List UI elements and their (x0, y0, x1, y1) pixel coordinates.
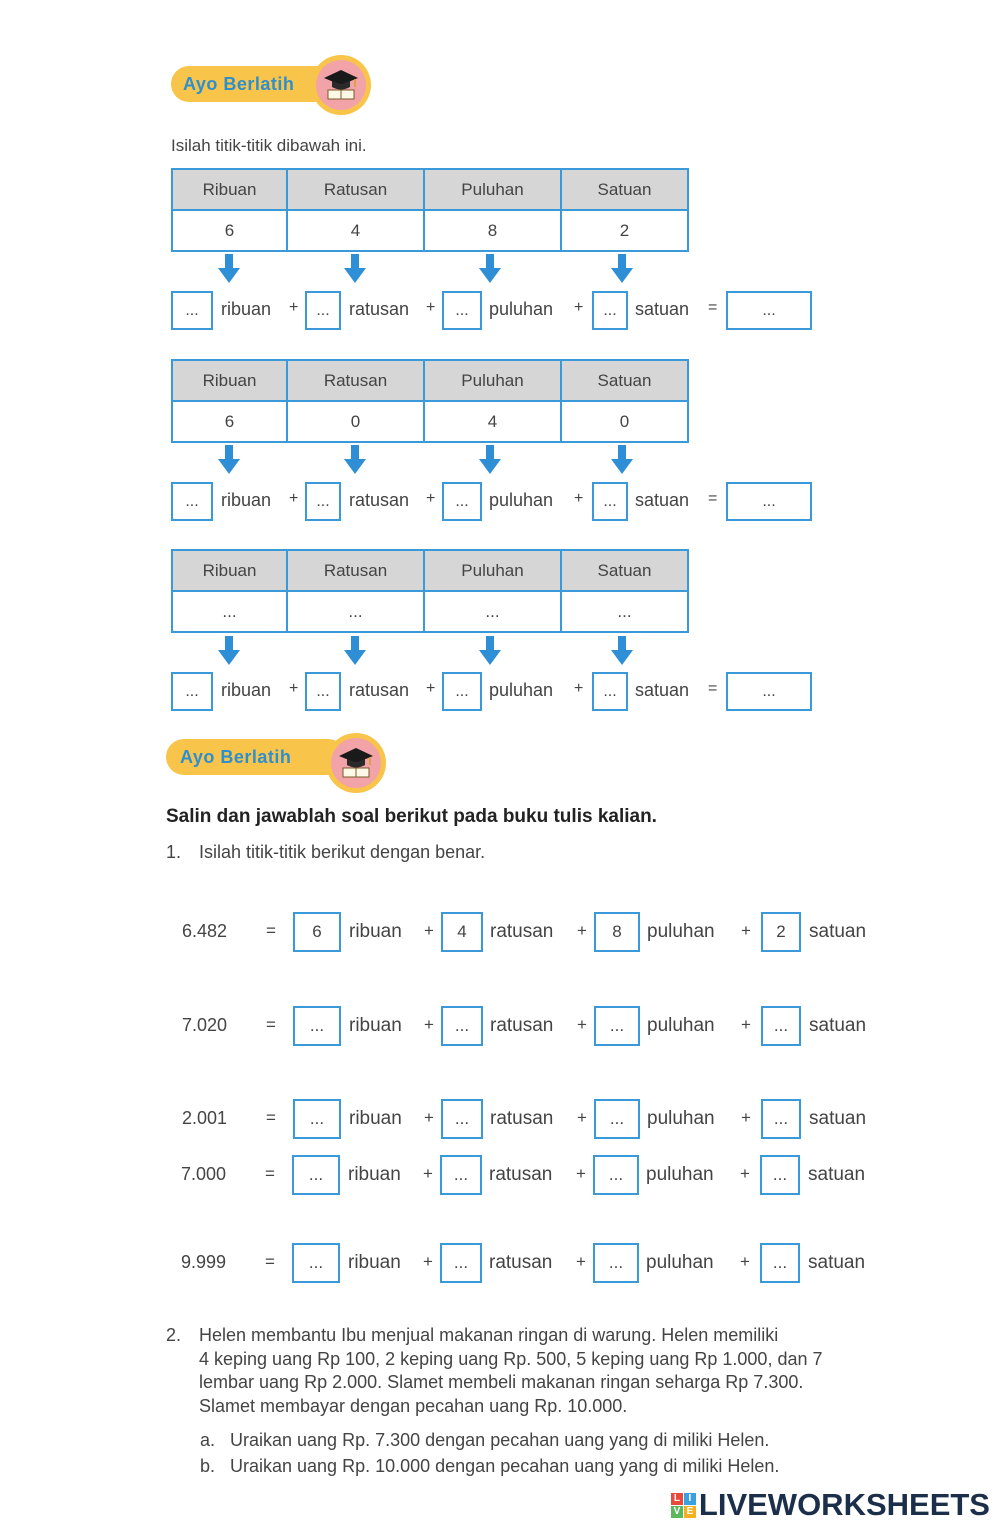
answer-input[interactable]: ... (442, 482, 482, 521)
header-satuan: Satuan (561, 360, 688, 401)
plus-sign: + (576, 1252, 586, 1271)
liveworksheets-logo (671, 1487, 990, 1523)
satuan-input[interactable]: ... (760, 1243, 800, 1283)
graduation-cap-icon (326, 733, 386, 793)
header-ribuan: Ribuan (172, 360, 287, 401)
arrow-down-icon (611, 445, 633, 475)
value-puluhan: 8 (424, 210, 561, 251)
satuan-label: satuan (809, 921, 867, 942)
equals-sign: = (708, 680, 718, 697)
value-ribuan: 6 (172, 401, 287, 442)
plus-sign: + (426, 490, 436, 507)
equals-sign: = (266, 921, 276, 940)
ribuan-label: ribuan (221, 299, 272, 319)
ribuan-input[interactable]: ... (292, 1155, 340, 1195)
ratusan-input[interactable]: ... (441, 1099, 483, 1139)
plus-sign: + (423, 1164, 433, 1183)
satuan-input[interactable]: ... (760, 1155, 800, 1195)
question-2-text (199, 1324, 919, 1418)
header-ratusan: Ratusan (287, 360, 424, 401)
answer-input[interactable]: ... (171, 672, 213, 711)
ratusan-label: ratusan (490, 1108, 554, 1129)
satuan-input[interactable]: ... (761, 1006, 801, 1046)
plus-sign: + (740, 1252, 750, 1271)
ribuan-label: ribuan (349, 1108, 402, 1129)
number-label: 7.020 (182, 1015, 228, 1035)
puluhan-input[interactable]: ... (593, 1243, 639, 1283)
answer-input[interactable]: ... (305, 672, 341, 711)
plus-sign: + (741, 1015, 751, 1034)
ribuan-input[interactable]: ... (293, 1099, 341, 1139)
puluhan-label: puluhan (646, 1164, 714, 1185)
satuan-input: 2 (761, 912, 801, 952)
question-2-line: lembar uang Rp 2.000. Slamet membeli makanan ringan seharga Rp 7.300. (199, 1372, 804, 1392)
plus-sign: + (424, 1015, 434, 1034)
plus-sign: + (423, 1252, 433, 1271)
plus-sign: + (577, 1108, 587, 1127)
answer-input[interactable]: ... (171, 482, 213, 521)
puluhan-input[interactable]: ... (594, 1006, 640, 1046)
question-2-line: Helen membantu Ibu menjual makanan ringan di warung. Helen memiliki (199, 1325, 779, 1345)
value-puluhan: 4 (424, 401, 561, 442)
number-label: 6.482 (182, 921, 228, 941)
puluhan-label: puluhan (646, 1252, 714, 1273)
value-ratusan: 0 (287, 401, 424, 442)
header-ribuan: Ribuan (172, 169, 287, 210)
badge-label: Ayo Berlatih (183, 73, 295, 94)
number-label: 7.000 (181, 1164, 227, 1184)
badge-label: Ayo Berlatih (180, 746, 292, 767)
result-input[interactable]: ... (726, 672, 812, 711)
sub-text: Uraikan uang Rp. 7.300 dengan pecahan uang yang di miliki Helen. (230, 1430, 770, 1450)
arrow-down-icon (344, 254, 366, 284)
header-ratusan: Ratusan (287, 169, 424, 210)
ratusan-input: 4 (441, 912, 483, 952)
answer-input[interactable]: ... (592, 672, 628, 711)
puluhan-label: puluhan (489, 490, 554, 510)
arrow-down-icon (344, 636, 366, 666)
answer-input[interactable]: ... (442, 291, 482, 330)
ratusan-label: ratusan (489, 1252, 553, 1273)
satuan-label: satuan (635, 299, 690, 319)
plus-sign: + (424, 1108, 434, 1127)
answer-input[interactable]: ... (592, 482, 628, 521)
ratusan-input[interactable]: ... (440, 1243, 482, 1283)
answer-input[interactable]: ... (592, 291, 628, 330)
satuan-label: satuan (635, 680, 690, 700)
arrow-down-icon (479, 254, 501, 284)
question-2-line: 4 keping uang Rp 100, 2 keping uang Rp. 500, 5 keping uang Rp 1.000, dan 7 (199, 1348, 823, 1369)
satuan-label: satuan (635, 490, 690, 510)
puluhan-input[interactable]: ... (593, 1155, 639, 1195)
ribuan-input[interactable]: ... (293, 1006, 341, 1046)
result-input[interactable]: ... (726, 482, 812, 521)
question-2-line: Slamet membayar dengan pecahan uang Rp. 10.000. (199, 1395, 628, 1416)
plus-sign: + (574, 299, 584, 316)
sub-label: b. (200, 1456, 216, 1476)
puluhan-label: puluhan (647, 1108, 715, 1129)
satuan-label: satuan (809, 1015, 867, 1036)
value-ribuan: 6 (172, 210, 287, 251)
ratusan-label: ratusan (349, 680, 410, 700)
place-value-table (171, 168, 689, 252)
sub-label: a. (200, 1430, 216, 1450)
number-label: 2.001 (182, 1108, 228, 1128)
number-label: 9.999 (181, 1252, 227, 1272)
value-satuan: 2 (561, 210, 688, 251)
value-satuan: ... (561, 591, 688, 632)
plus-sign: + (577, 921, 587, 940)
arrow-down-icon (218, 636, 240, 666)
question-1-text: Isilah titik-titik berikut dengan benar. (199, 842, 486, 862)
plus-sign: + (289, 299, 299, 316)
arrow-down-icon (611, 254, 633, 284)
header-puluhan: Puluhan (424, 550, 561, 591)
equals-sign: = (708, 490, 718, 507)
plus-sign: + (426, 299, 436, 316)
ratusan-label: ratusan (349, 299, 410, 319)
header-ratusan: Ratusan (287, 550, 424, 591)
equals-sign: = (266, 1108, 276, 1127)
plus-sign: + (741, 1108, 751, 1127)
equals-sign: = (265, 1164, 275, 1183)
value-ribuan: ... (172, 591, 287, 632)
header-satuan: Satuan (561, 550, 688, 591)
arrow-down-icon (218, 445, 240, 475)
puluhan-label: puluhan (489, 680, 554, 700)
header-ribuan: Ribuan (172, 550, 287, 591)
question-2-number: 2. (166, 1325, 182, 1345)
plus-sign: + (289, 680, 299, 697)
question-1-number: 1. (166, 842, 182, 862)
value-ratusan: 4 (287, 210, 424, 251)
value-ratusan: ... (287, 591, 424, 632)
plus-sign: + (577, 1015, 587, 1034)
value-puluhan: ... (424, 591, 561, 632)
equals-sign: = (265, 1252, 275, 1271)
plus-sign: + (576, 1164, 586, 1183)
sub-text: Uraikan uang Rp. 10.000 dengan pecahan uang yang di miliki Helen. (230, 1456, 780, 1476)
ratusan-label: ratusan (490, 921, 554, 942)
puluhan-input: 8 (594, 912, 640, 952)
plus-sign: + (424, 921, 434, 940)
answer-input[interactable]: ... (442, 672, 482, 711)
value-satuan: 0 (561, 401, 688, 442)
puluhan-input[interactable]: ... (594, 1099, 640, 1139)
plus-sign: + (740, 1164, 750, 1183)
logo-mark-icon: L I V E (671, 1493, 696, 1518)
ribuan-label: ribuan (221, 680, 272, 700)
puluhan-label: puluhan (647, 921, 715, 942)
place-value-table (171, 359, 689, 443)
ribuan-label: ribuan (349, 1015, 402, 1036)
header-puluhan: Puluhan (424, 169, 561, 210)
arrow-down-icon (218, 254, 240, 284)
answer-input[interactable]: ... (171, 291, 213, 330)
result-input[interactable]: ... (726, 291, 812, 330)
ayo-berlatih-badge (166, 739, 346, 775)
arrow-down-icon (479, 636, 501, 666)
plus-sign: + (289, 490, 299, 507)
ribuan-label: ribuan (348, 1164, 401, 1185)
satuan-input[interactable]: ... (761, 1099, 801, 1139)
section1-instruction: Isilah titik-titik dibawah ini. (171, 136, 367, 155)
ribuan-input: 6 (293, 912, 341, 952)
header-puluhan: Puluhan (424, 360, 561, 401)
ribuan-label: ribuan (349, 921, 402, 942)
answer-input[interactable]: ... (305, 291, 341, 330)
plus-sign: + (426, 680, 436, 697)
ratusan-label: ratusan (490, 1015, 554, 1036)
satuan-label: satuan (808, 1252, 866, 1273)
sub-question-a (200, 1429, 769, 1453)
arrow-down-icon (611, 636, 633, 666)
plus-sign: + (741, 921, 751, 940)
puluhan-label: puluhan (647, 1015, 715, 1036)
ribuan-input[interactable]: ... (292, 1243, 340, 1283)
ribuan-label: ribuan (221, 490, 272, 510)
ratusan-input[interactable]: ... (441, 1006, 483, 1046)
section2-instruction: Salin dan jawablah soal berikut pada buku tulis kalian. (166, 806, 657, 827)
arrow-down-icon (344, 445, 366, 475)
equals-sign: = (708, 299, 718, 316)
ribuan-label: ribuan (348, 1252, 401, 1273)
puluhan-label: puluhan (489, 299, 554, 319)
ratusan-label: ratusan (489, 1164, 553, 1185)
arrow-down-icon (479, 445, 501, 475)
satuan-label: satuan (809, 1108, 867, 1129)
satuan-label: satuan (808, 1164, 866, 1185)
plus-sign: + (574, 490, 584, 507)
place-value-table (171, 549, 689, 633)
sub-question-b (200, 1455, 779, 1479)
equals-sign: = (266, 1015, 276, 1034)
ratusan-input[interactable]: ... (440, 1155, 482, 1195)
header-satuan: Satuan (561, 169, 688, 210)
ratusan-label: ratusan (349, 490, 410, 510)
answer-input[interactable]: ... (305, 482, 341, 521)
logo-text: LIVEWORKSHEETS (698, 1487, 990, 1522)
plus-sign: + (574, 680, 584, 697)
graduation-cap-icon (311, 55, 371, 115)
